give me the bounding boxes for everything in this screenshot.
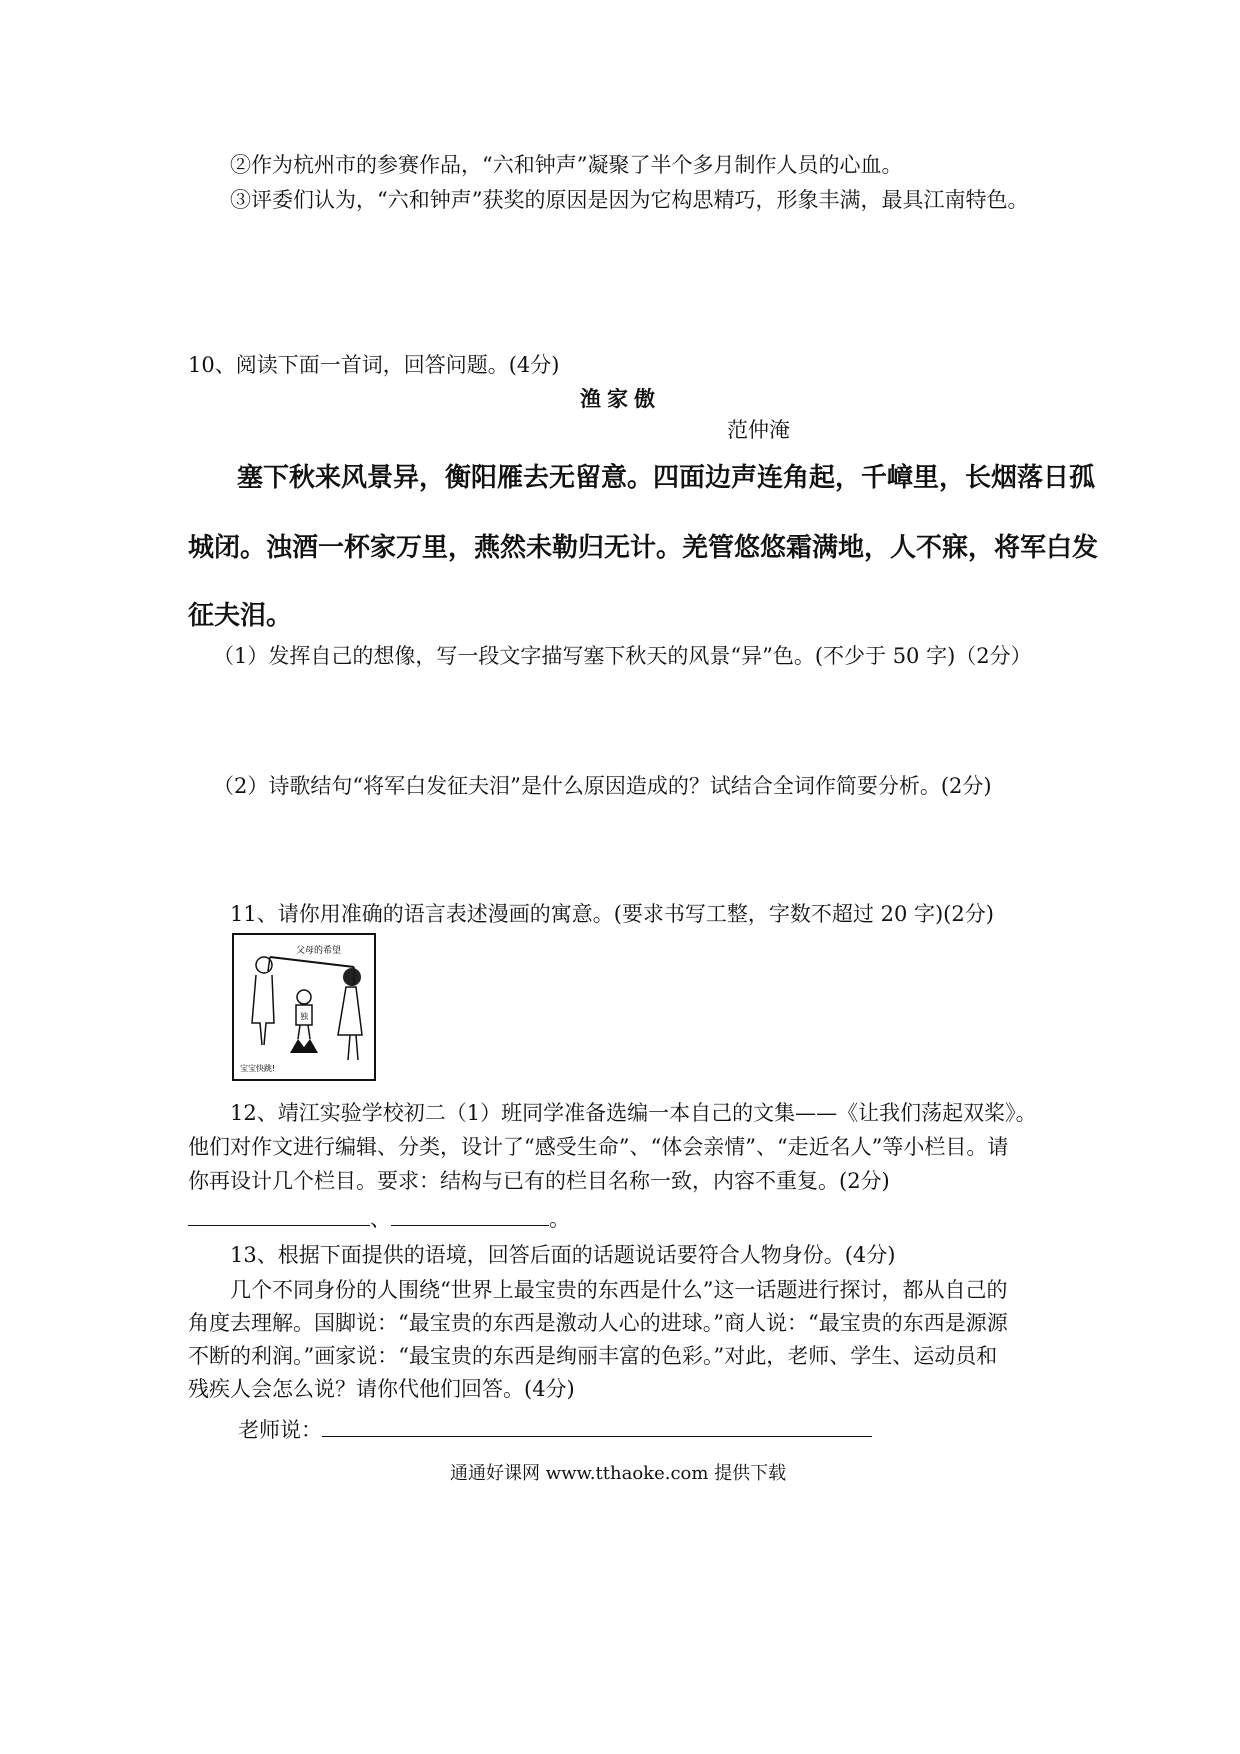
q10-subquestion-2: （2）诗歌结句“将军白发征夫泪”是什么原因造成的？试结合全词作简要分析。(2分) xyxy=(213,774,992,798)
q9-statement-2: ②作为杭州市的参赛作品，“六和钟声”凝聚了半个多月制作人员的心血。 xyxy=(230,153,903,177)
poem-line-3: 征夫泪。 xyxy=(188,601,293,631)
q10-prompt: 10、阅读下面一首词，回答问题。(4分) xyxy=(188,353,560,377)
cartoon-shirt-label: 独 xyxy=(300,1012,308,1021)
answer-end: 。 xyxy=(549,1207,570,1231)
q13-context-2: 角度去理解。国脚说：“最宝贵的东西是激动人心的进球。”商人说：“最宝贵的东西是源源 xyxy=(188,1311,1008,1335)
q12-line-2: 他们对作文进行编辑、分类，设计了“感受生命”、“体会亲情”、“走近名人”等小栏目。请 xyxy=(188,1135,1009,1159)
q13-prompt: 13、根据下面提供的语境，回答后面的话题说话要符合人物身份。(4分) xyxy=(230,1243,896,1267)
cartoon-banner: 父母的希望 xyxy=(296,946,342,956)
answer-blank-1[interactable] xyxy=(188,1207,370,1226)
answer-separator: 、 xyxy=(370,1207,391,1231)
poem-line-2: 城闭。浊酒一杯家万里，燕然未勒归无计。羌管悠悠霜满地，人不寐，将军白发 xyxy=(188,533,1099,563)
q12-line-1: 12、靖江实验学校初二（1）班同学准备选编一本自己的文集——《让我们荡起双桨》。 xyxy=(230,1101,1037,1125)
teacher-label: 老师说： xyxy=(238,1418,322,1442)
answer-blank-2[interactable] xyxy=(391,1207,549,1226)
cartoon-caption: 宝宝快跳! xyxy=(240,1064,276,1073)
q12-answer-row xyxy=(188,1207,570,1230)
poem-line-1: 塞下秋来风景异，衡阳雁去无留意。四面边声连角起，千嶂里，长烟落日孤 xyxy=(237,463,1096,493)
cartoon-image xyxy=(232,933,376,1081)
q12-line-3: 你再设计几个栏目。要求：结构与已有的栏目名称一致，内容不重复。(2分) xyxy=(188,1169,890,1193)
poem-title: 渔家傲 xyxy=(580,386,661,411)
cartoon-drawing xyxy=(234,935,374,1079)
q13-context-4: 残疾人会怎么说？请你代他们回答。(4分) xyxy=(188,1377,575,1401)
q13-context-1: 几个不同身份的人围绕“世界上最宝贵的东西是什么”这一话题进行探讨，都从自己的 xyxy=(230,1278,1008,1302)
q11-prompt: 11、请你用准确的语言表述漫画的寓意。(要求书写工整，字数不超过 20 字)(2分) xyxy=(230,902,994,926)
teacher-answer-blank[interactable] xyxy=(322,1418,872,1437)
q13-context-3: 不断的利润。”画家说：“最宝贵的东西是绚丽丰富的色彩。”对此，老师、学生、运动员和 xyxy=(188,1344,998,1368)
page-footer: 通通好课网 www.tthaoke.com 提供下载 xyxy=(450,1463,787,1484)
poem-author: 范仲淹 xyxy=(727,418,790,442)
q9-statement-3: ③评委们认为，“六和钟声”获奖的原因是因为它构思精巧，形象丰满，最具江南特色。 xyxy=(230,188,1029,212)
teacher-answer-row xyxy=(238,1418,872,1441)
q10-subquestion-1: （1）发挥自己的想像，写一段文字描写塞下秋天的风景“异”色。(不少于 50 字)（2分） xyxy=(213,644,1032,668)
